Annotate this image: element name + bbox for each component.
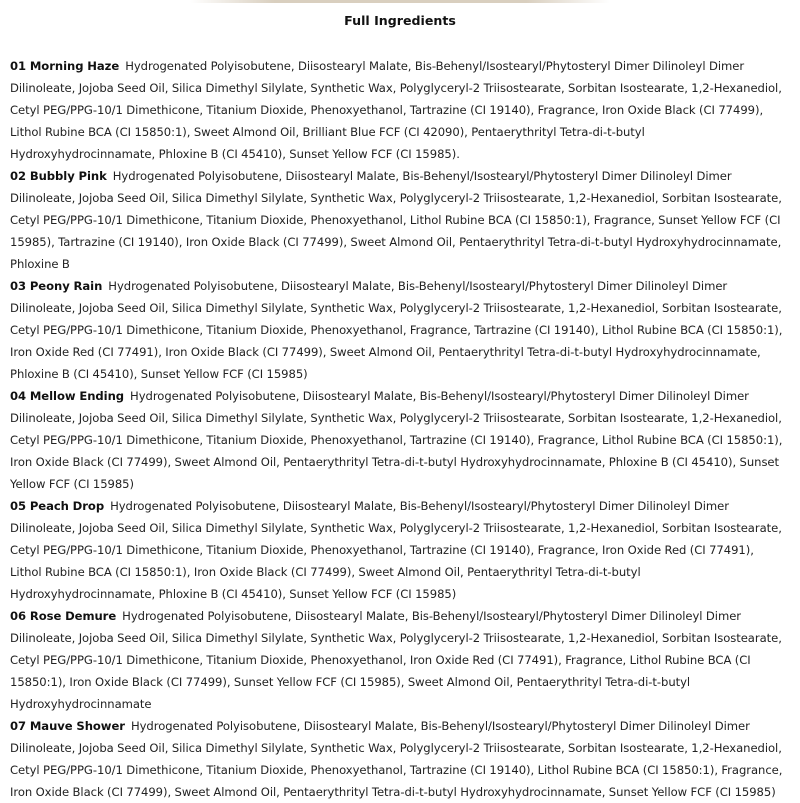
product-entry: [10, 275, 788, 385]
product-name: 06 Rose Demure: [10, 609, 117, 623]
product-name: 02 Bubbly Pink: [10, 169, 107, 183]
product-name: 07 Mauve Shower: [10, 719, 125, 733]
product-name: 03 Peony Rain: [10, 279, 103, 293]
product-name: 01 Morning Haze: [10, 59, 120, 73]
page-title: Full Ingredients: [344, 13, 456, 28]
product-entry: [10, 165, 788, 275]
product-ingredients: Hydrogenated Polyisobutene, Diisostearyl Malate, Bis-Behenyl/Isostearyl/Phytosteryl Dimer Dilinoleyl Dimer Dilinoleate, Jojoba Seed Oil, Silica Dimethyl Silylate, Synthetic Wax, Polyglyceryl-2 Triisostearate, Sorbitan Isostearate, 1,2-Hexanediol, Cetyl PEG/PPG-10/1 Dimethicone, Titanium Dioxide, Phenoxyethanol, Tartrazine (CI 19140), Fragrance, Iron Oxide Black (CI 77499), Lithol Rubine BCA (CI 15850:1), Sweet Almond Oil, Brilliant Blue FCF (CI 42090), Pentaerythrityl Tetra-di-t-butyl Hydroxyhydrocinnamate, Phloxine B (CI 45410), Sunset Yellow FCF (CI 15985).: [10, 59, 782, 161]
product-ingredients: Hydrogenated Polyisobutene, Diisostearyl Malate, Bis-Behenyl/Isostearyl/Phytosteryl Dimer Dilinoleyl Dimer Dilinoleate, Jojoba Seed Oil, Silica Dimethyl Silylate, Synthetic Wax, Polyglyceryl-2 Triisostearate, Sorbitan Isostearate, 1,2-Hexanediol, Cetyl PEG/PPG-10/1 Dimethicone, Titanium Dioxide, Phenoxyethanol, Tartrazine (CI 19140), Lithol Rubine BCA (CI 15850:1), Fragrance, Iron Oxide Black (CI 77499), Sweet Almond Oil, Pentaerythrityl Tetra-di-t-butyl Hydroxyhydrocinnamate, Sunset Yellow FCF (CI 15985): [10, 719, 783, 799]
product-entry: [10, 715, 788, 803]
product-entry: [10, 495, 788, 605]
product-ingredients: Hydrogenated Polyisobutene, Diisostearyl Malate, Bis-Behenyl/Isostearyl/Phytosteryl Dimer Dilinoleyl Dimer Dilinoleate, Jojoba Seed Oil, Silica Dimethyl Silylate, Synthetic Wax, Polyglyceryl-2 Triisostearate, 1,2-Hexanediol, Sorbitan Isostearate, Cetyl PEG/PPG-10/1 Dimethicone, Titanium Dioxide, Phenoxyethanol, Iron Oxide Red (CI 77491), Fragrance, Lithol Rubine BCA (CI 15850:1), Iron Oxide Black (CI 77499), Sunset Yellow FCF (CI 15985), Sweet Almond Oil, Pentaerythrityl Tetra-di-t-butyl Hydroxyhydrocinnamate: [10, 609, 782, 711]
product-entry: [10, 385, 788, 495]
product-name: 05 Peach Drop: [10, 499, 105, 513]
product-entry: [10, 55, 788, 165]
product-entry: [10, 605, 788, 715]
ingredients-list: [10, 55, 788, 803]
product-ingredients: Hydrogenated Polyisobutene, Diisostearyl Malate, Bis-Behenyl/Isostearyl/Phytosteryl Dimer Dilinoleyl Dimer Dilinoleate, Jojoba Seed Oil, Silica Dimethyl Silylate, Synthetic Wax, Polyglyceryl-2 Triisostearate, 1,2-Hexanediol, Sorbitan Isostearate, Cetyl PEG/PPG-10/1 Dimethicone, Titanium Dioxide, Phenoxyethanol, Tartrazine (CI 19140), Fragrance, Iron Oxide Red (CI 77491), Lithol Rubine BCA (CI 15850:1), Iron Oxide Black (CI 77499), Sweet Almond Oil, Pentaerythrityl Tetra-di-t-butyl Hydroxyhydrocinnamate, Phloxine B (CI 45410), Sunset Yellow FCF (CI 15985): [10, 499, 782, 601]
product-ingredients: Hydrogenated Polyisobutene, Diisostearyl Malate, Bis-Behenyl/Isostearyl/Phytosteryl Dimer Dilinoleyl Dimer Dilinoleate, Jojoba Seed Oil, Silica Dimethyl Silylate, Synthetic Wax, Polyglyceryl-2 Triisostearate, 1,2-Hexanediol, Sorbitan Isostearate, Cetyl PEG/PPG-10/1 Dimethicone, Titanium Dioxide, Phenoxyethanol, Fragrance, Tartrazine (CI 19140), Lithol Rubine BCA (CI 15850:1), Iron Oxide Red (CI 77491), Iron Oxide Black (CI 77499), Sweet Almond Oil, Pentaerythrityl Tetra-di-t-butyl Hydroxyhydrocinnamate, Phloxine B (CI 45410), Sunset Yellow FCF (CI 15985): [10, 279, 783, 381]
product-ingredients: Hydrogenated Polyisobutene, Diisostearyl Malate, Bis-Behenyl/Isostearyl/Phytosteryl Dimer Dilinoleyl Dimer Dilinoleate, Jojoba Seed Oil, Silica Dimethyl Silylate, Synthetic Wax, Polyglyceryl-2 Triisostearate, 1,2-Hexanediol, Sorbitan Isostearate, Cetyl PEG/PPG-10/1 Dimethicone, Titanium Dioxide, Phenoxyethanol, Lithol Rubine BCA (CI 15850:1), Fragrance, Sunset Yellow FCF (CI 15985), Tartrazine (CI 19140), Iron Oxide Black (CI 77499), Sweet Almond Oil, Pentaerythrityl Tetra-di-t-butyl Hydroxyhydrocinnamate, Phloxine B: [10, 169, 782, 271]
product-ingredients: Hydrogenated Polyisobutene, Diisostearyl Malate, Bis-Behenyl/Isostearyl/Phytosteryl Dimer Dilinoleyl Dimer Dilinoleate, Jojoba Seed Oil, Silica Dimethyl Silylate, Synthetic Wax, Polyglyceryl-2 Triisostearate, Sorbitan Isostearate, 1,2-Hexanediol, Cetyl PEG/PPG-10/1 Dimethicone, Titanium Dioxide, Phenoxyethanol, Tartrazine (CI 19140), Fragrance, Lithol Rubine BCA (CI 15850:1), Iron Oxide Black (CI 77499), Sweet Almond Oil, Pentaerythrityl Tetra-di-t-butyl Hydroxyhydrocinnamate, Phloxine B (CI 45410), Sunset Yellow FCF (CI 15985): [10, 389, 783, 491]
product-name: 04 Mellow Ending: [10, 389, 125, 403]
top-divider: [190, 0, 610, 3]
